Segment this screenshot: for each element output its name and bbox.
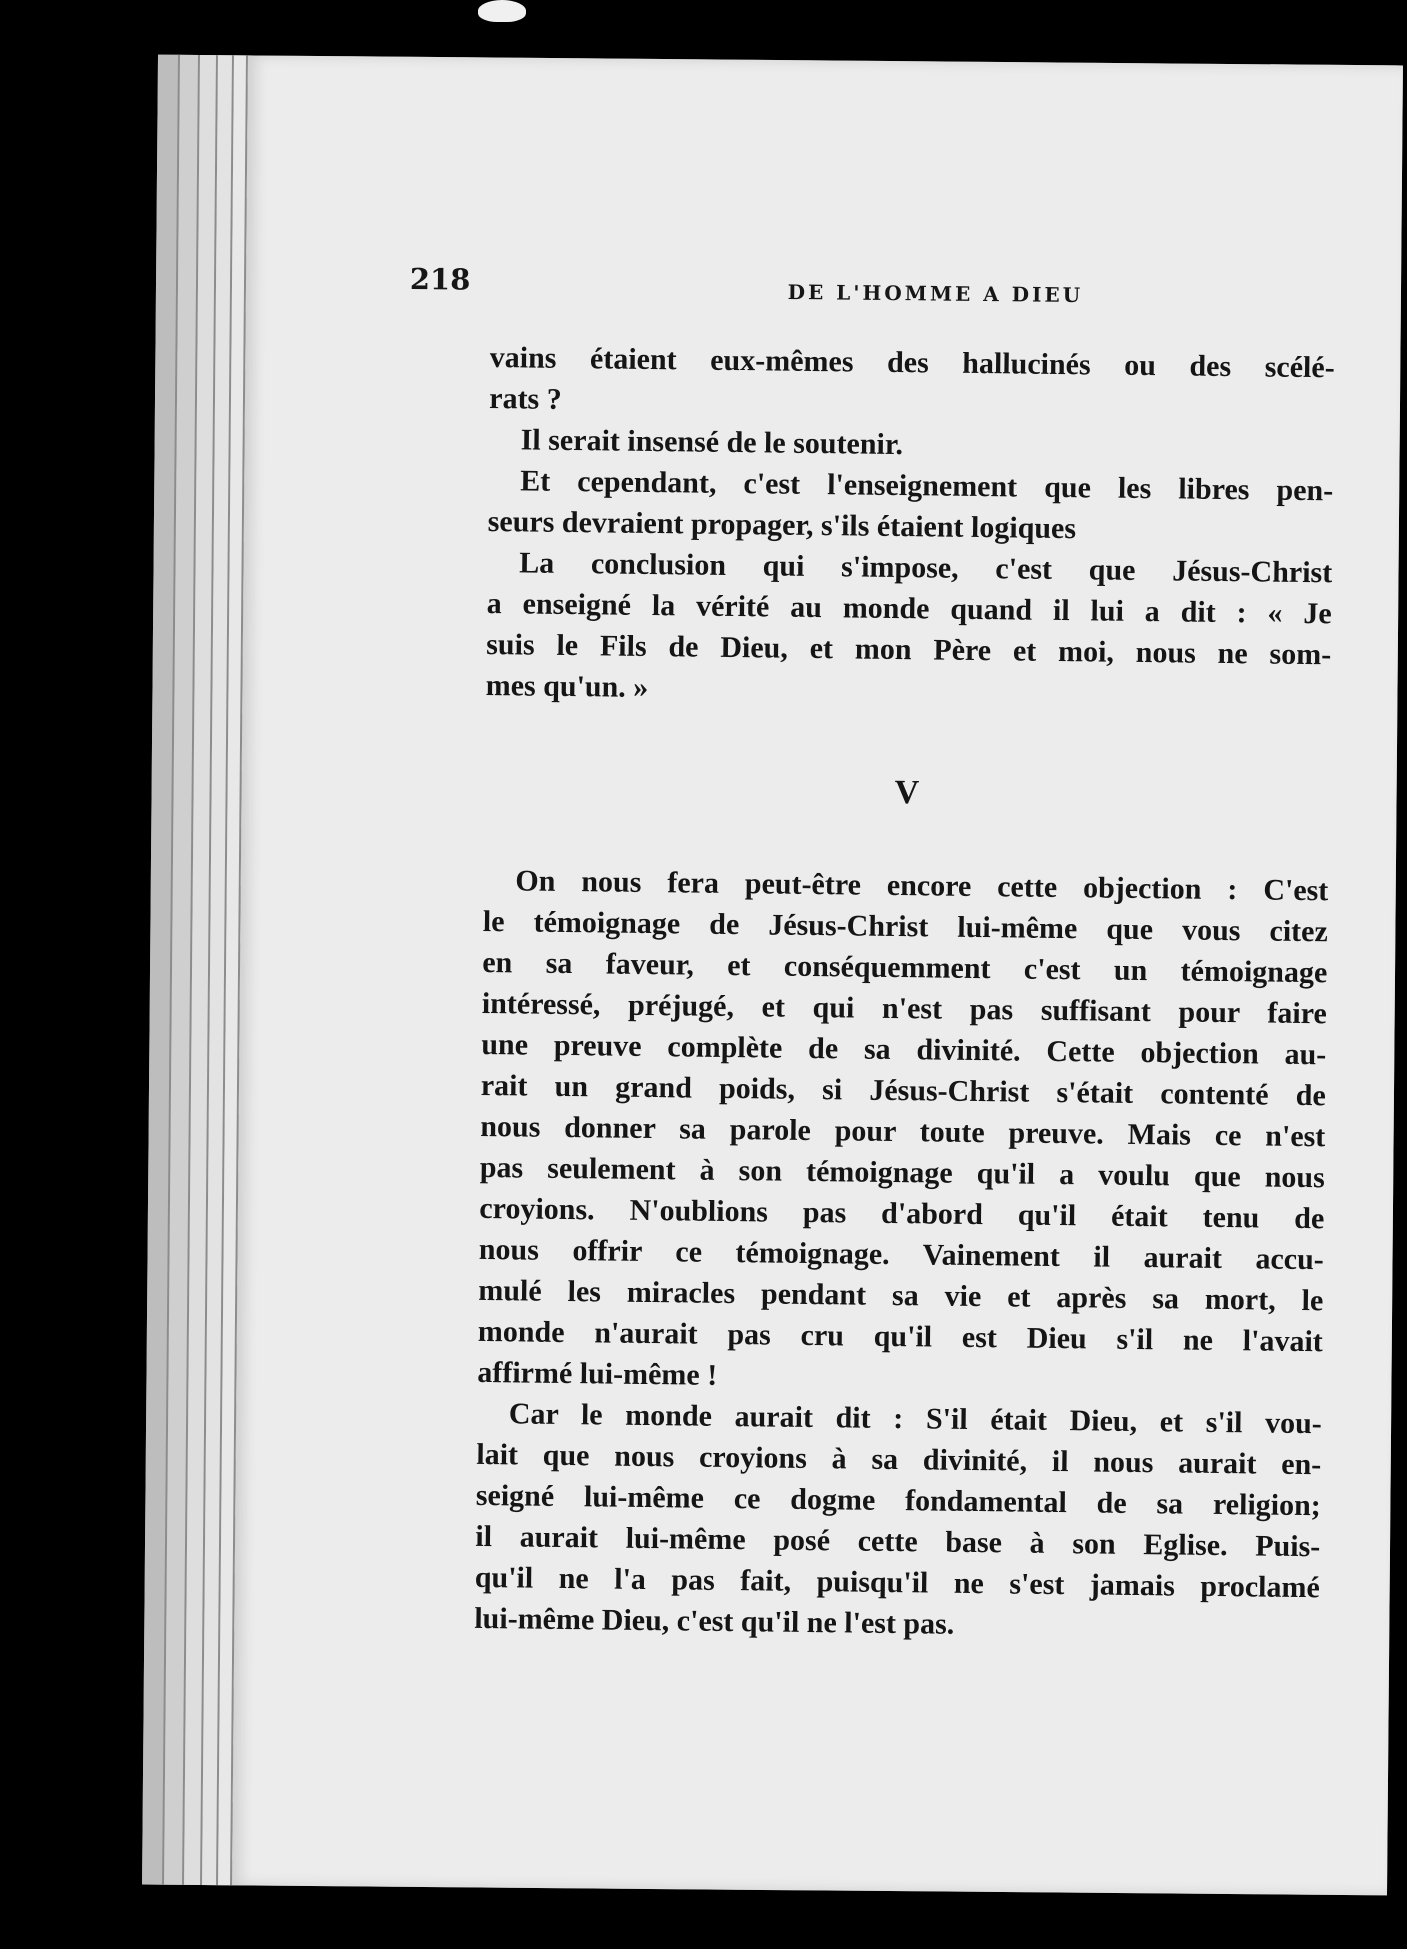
text-line: a enseigné la vérité au monde quand il lui a dit : « Je bbox=[486, 586, 1332, 631]
text-line: Car le monde aurait dit : S'il était Dieu, et s'il vou- bbox=[508, 1397, 1322, 1441]
text-line: lait que nous croyions à sa divinité, il nous aurait en- bbox=[476, 1437, 1322, 1482]
text-line: intéressé, préjugé, et qui n'est pas suffisant pour faire bbox=[481, 986, 1327, 1031]
text-line: en sa faveur, et conséquemment c'est un témoignage bbox=[482, 945, 1328, 990]
scan-artifact bbox=[478, 0, 526, 22]
page-number: 218 bbox=[409, 262, 471, 297]
text-line: affirmé lui-même ! bbox=[477, 1355, 718, 1392]
text-line: monde n'aurait pas cru qu'il est Dieu s'il ne l'avait bbox=[477, 1314, 1323, 1359]
text-line: On nous fera peut-être encore cette objection : C'est bbox=[515, 864, 1329, 908]
text-line: rait un grand poids, si Jésus-Christ s'était contenté de bbox=[480, 1068, 1326, 1113]
text-line: croyions. N'oublions pas d'abord qu'il était tenu de bbox=[479, 1191, 1325, 1236]
text-line: seigné lui-même ce dogme fondamental de sa religion; bbox=[475, 1478, 1321, 1523]
text-line: Il serait insensé de le soutenir. bbox=[520, 423, 904, 462]
body-text bbox=[474, 337, 1335, 1649]
page-header bbox=[410, 262, 1110, 309]
text-line: nous offrir ce témoignage. Vainement il aurait accu- bbox=[478, 1232, 1324, 1277]
text-line: suis le Fils de Dieu, et mon Père et moi, nous ne som- bbox=[486, 627, 1332, 672]
text-line: une preuve complète de sa divinité. Cette objection au- bbox=[481, 1027, 1327, 1072]
text-line: il aurait lui-même posé cette base à son Eglise. Puis- bbox=[475, 1519, 1321, 1564]
text-line: La conclusion qui s'impose, c'est que Jésus-Christ bbox=[519, 546, 1333, 590]
text-line: vains étaient eux-mêmes des hallucinés ou des scélé- bbox=[489, 340, 1335, 385]
text-line: mes qu'un. » bbox=[485, 668, 649, 704]
text-line: qu'il ne l'a pas fait, puisqu'il ne s'est jamais proclamé bbox=[474, 1560, 1320, 1605]
text-line: mulé les miracles pendant sa vie et après sa mort, le bbox=[478, 1273, 1324, 1318]
running-title: DE L'HOMME A DIEU bbox=[787, 279, 1084, 308]
section-heading: V bbox=[894, 773, 920, 812]
text-line: lui-même Dieu, c'est qu'il ne l'est pas. bbox=[474, 1601, 955, 1641]
text-line: seurs devraient propager, s'ils étaient logiques bbox=[487, 504, 1077, 546]
text-line: le témoignage de Jésus-Christ lui-même que vous citez bbox=[482, 904, 1328, 949]
text-line: Et cependant, c'est l'enseignement que les libres pen- bbox=[520, 464, 1334, 508]
text-line: rats ? bbox=[489, 381, 562, 416]
text-line: pas seulement à son témoignage qu'il a voulu que nous bbox=[479, 1150, 1325, 1195]
text-line: nous donner sa parole pour toute preuve. Mais ce n'est bbox=[480, 1109, 1326, 1154]
